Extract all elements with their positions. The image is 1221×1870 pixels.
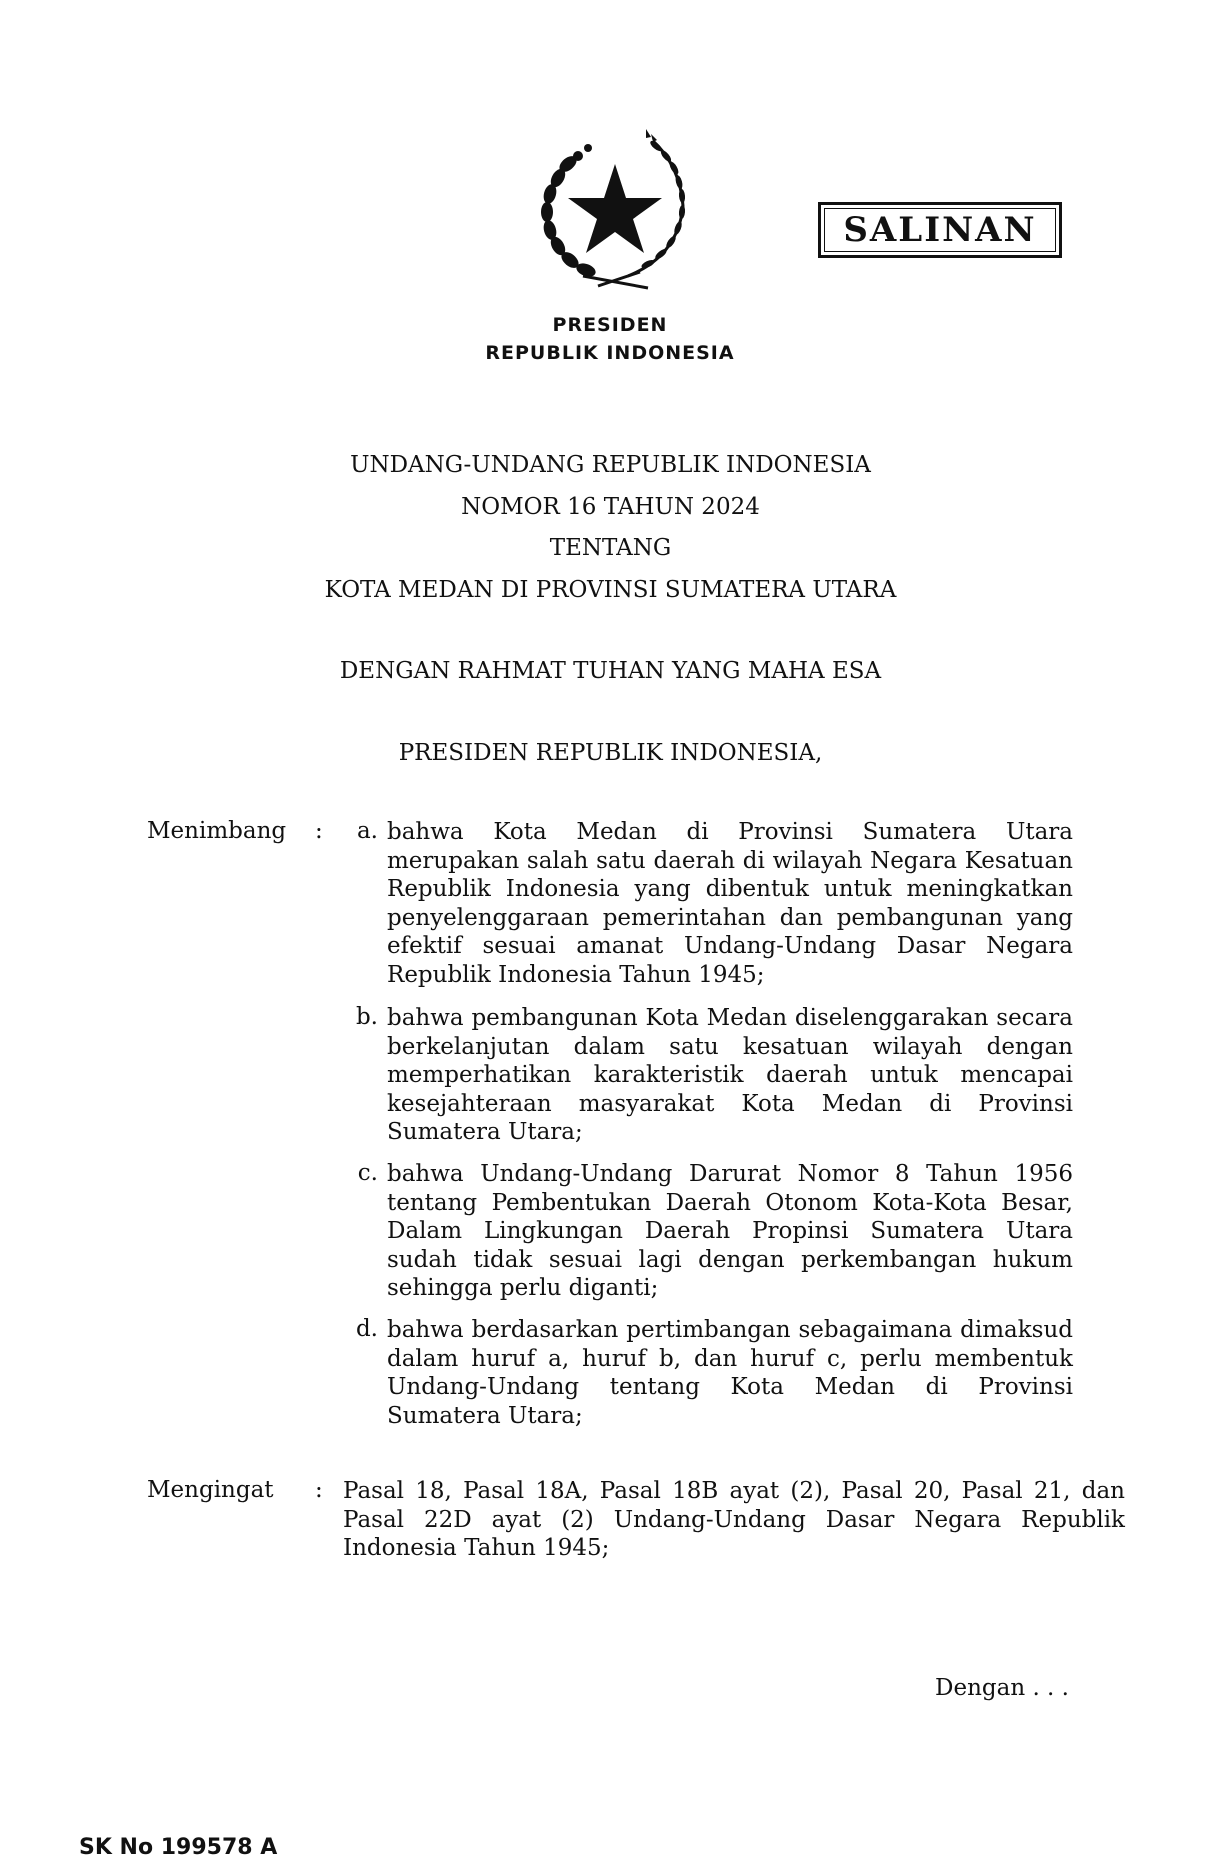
menimbang-label: Menimbang (147, 818, 287, 844)
next-page-reference: Dengan . . . (935, 1675, 1069, 1701)
menimbang-item-c-text: bahwa Undang-Undang Darurat Nomor 8 Tahun 1956 tentang Pembentukan Daerah Otonom Kota-Kota Besar, Dalam Lingkungan Daerah Propinsi Sumatera Utara sudah tidak sesuai lagi dengan perkembangan hukum sehingga perlu diganti; (387, 1161, 1073, 1302)
issuer-label-line1: PRESIDEN (552, 314, 668, 336)
menimbang-item-d-letter: d. (355, 1316, 378, 1342)
garuda-star-emblem-icon (528, 126, 703, 296)
mengingat-label: Mengingat (147, 1477, 274, 1503)
sk-number: SK No 199578 A (79, 1835, 278, 1860)
menimbang-item-a-text: bahwa Kota Medan di Provinsi Sumatera Utara merupakan salah satu daerah di wilayah Negara Kesatuan Republik Indonesia yang dibentuk untuk meningkatkan penyelenggaraan pemerintahan dan pembangunan yang efektif sesuai amanat Undang-Undang Dasar Negara Republik Indonesia Tahun 1945; (387, 819, 1073, 988)
mengingat-text: Pasal 18, Pasal 18A, Pasal 18B ayat (2), Pasal 20, Pasal 21, dan Pasal 22D ayat (2) Undang-Undang Dasar Negara Republik Indonesia Tahun 1945; (343, 1478, 1125, 1562)
menimbang-item-d-text: bahwa berdasarkan pertimbangan sebagaimana dimaksud dalam huruf a, huruf b, dan huruf c, perlu membentuk Undang-Undang tentang Kota Medan di Provinsi Sumatera Utara; (387, 1317, 1073, 1429)
law-title-tentang: TENTANG (549, 535, 672, 561)
menimbang-colon: : (315, 818, 323, 844)
mengingat-colon: : (315, 1477, 323, 1503)
menimbang-item-b-text: bahwa pembangunan Kota Medan diselenggarakan secara berkelanjutan dalam satu kesatuan wilayah dengan memperhatikan karakteristik daerah untuk mencapai kesejahteraan masyarakat Kota Medan di Provinsi Sumatera Utara; (387, 1005, 1073, 1146)
menimbang-item-b-letter: b. (355, 1004, 378, 1030)
issuer-label-line2: REPUBLIK INDONESIA (485, 342, 735, 364)
law-title-number: NOMOR 16 TAHUN 2024 (461, 494, 760, 520)
preamble-president: PRESIDEN REPUBLIK INDONESIA, (398, 740, 823, 766)
salinan-stamp-text: SALINAN (824, 208, 1056, 252)
law-title-subject: KOTA MEDAN DI PROVINSI SUMATERA UTARA (324, 577, 897, 603)
salinan-stamp (818, 202, 1062, 258)
law-title-line1: UNDANG-UNDANG REPUBLIK INDONESIA (350, 452, 871, 478)
menimbang-item-a-letter: a. (356, 818, 378, 844)
menimbang-item-c-letter: c. (357, 1160, 378, 1186)
preamble-blessing: DENGAN RAHMAT TUHAN YANG MAHA ESA (339, 658, 882, 684)
